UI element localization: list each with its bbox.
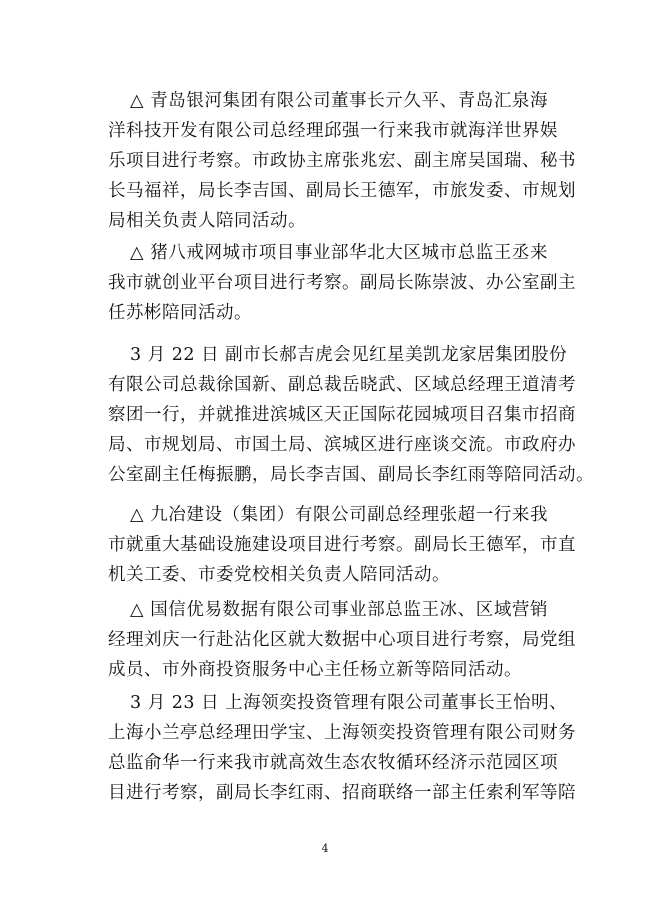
paragraph-4-line-2: 市就重大基础设施建设项目进行考察。副局长王德军，市直 <box>108 535 576 555</box>
paragraph-5-line-2: 经理刘庆一行赴沾化区就大数据中心项目进行考察，局党组 <box>108 630 576 650</box>
paragraph-3-line-5: 公室副主任梅振鹏，局长李吉国、副局长李红雨等陪同活动。 <box>108 465 594 485</box>
paragraph-2-line-3: 任苏彬陪同活动。 <box>108 303 252 323</box>
page-number: 4 <box>321 842 329 855</box>
paragraph-3-line-4: 局、市规划局、市国土局、滨城区进行座谈交流。市政府办 <box>108 435 576 455</box>
paragraph-3-line-3: 察团一行，并就推进滨城区天正国际花园城项目召集市招商 <box>108 405 576 425</box>
paragraph-6-line-1: 3 月 23 日 上海领奕投资管理有限公司董事长王怡明、 <box>130 693 568 713</box>
paragraph-4-line-1: △ 九冶建设（集团）有限公司副总经理张超一行来我 <box>130 505 548 525</box>
paragraph-6-line-3: 总监俞华一行来我市就高效生态农牧循环经济示范园区项 <box>108 753 558 773</box>
paragraph-4-line-3: 机关工委、市委党校相关负责人陪同活动。 <box>108 565 450 585</box>
paragraph-3-line-2: 有限公司总裁徐国新、副总裁岳晓武、区域总经理王道清考 <box>108 375 576 395</box>
paragraph-5-line-3: 成员、市外商投资服务中心主任杨立新等陪同活动。 <box>108 660 522 680</box>
paragraph-6-line-2: 上海小兰亭总经理田学宝、上海领奕投资管理有限公司财务 <box>108 723 576 743</box>
paragraph-1-line-4: 长马福祥，局长李吉国、副局长王德军，市旅发委、市规划 <box>108 181 576 201</box>
paragraph-1-line-1: △ 青岛银河集团有限公司董事长亓久平、青岛汇泉海 <box>130 91 548 111</box>
paragraph-3-line-1: 3 月 22 日 副市长郝吉虎会见红星美凯龙家居集团股份 <box>130 345 568 365</box>
paragraph-5-line-1: △ 国信优易数据有限公司事业部总监王冰、区域营销 <box>130 600 548 620</box>
paragraph-2-line-1: △ 猪八戒网城市项目事业部华北大区城市总监王丞来 <box>130 243 548 263</box>
paragraph-1-line-5: 局相关负责人陪同活动。 <box>108 211 306 231</box>
paragraph-1-line-3: 乐项目进行考察。市政协主席张兆宏、副主席吴国瑞、秘书 <box>108 151 576 171</box>
paragraph-6-line-4: 目进行考察，副局长李红雨、招商联络一部主任索利军等陪 <box>108 783 576 803</box>
paragraph-2-line-2: 我市就创业平台项目进行考察。副局长陈崇波、办公室副主 <box>108 273 576 293</box>
paragraph-1-line-2: 洋科技开发有限公司总经理邱强一行来我市就海洋世界娱 <box>108 121 558 141</box>
